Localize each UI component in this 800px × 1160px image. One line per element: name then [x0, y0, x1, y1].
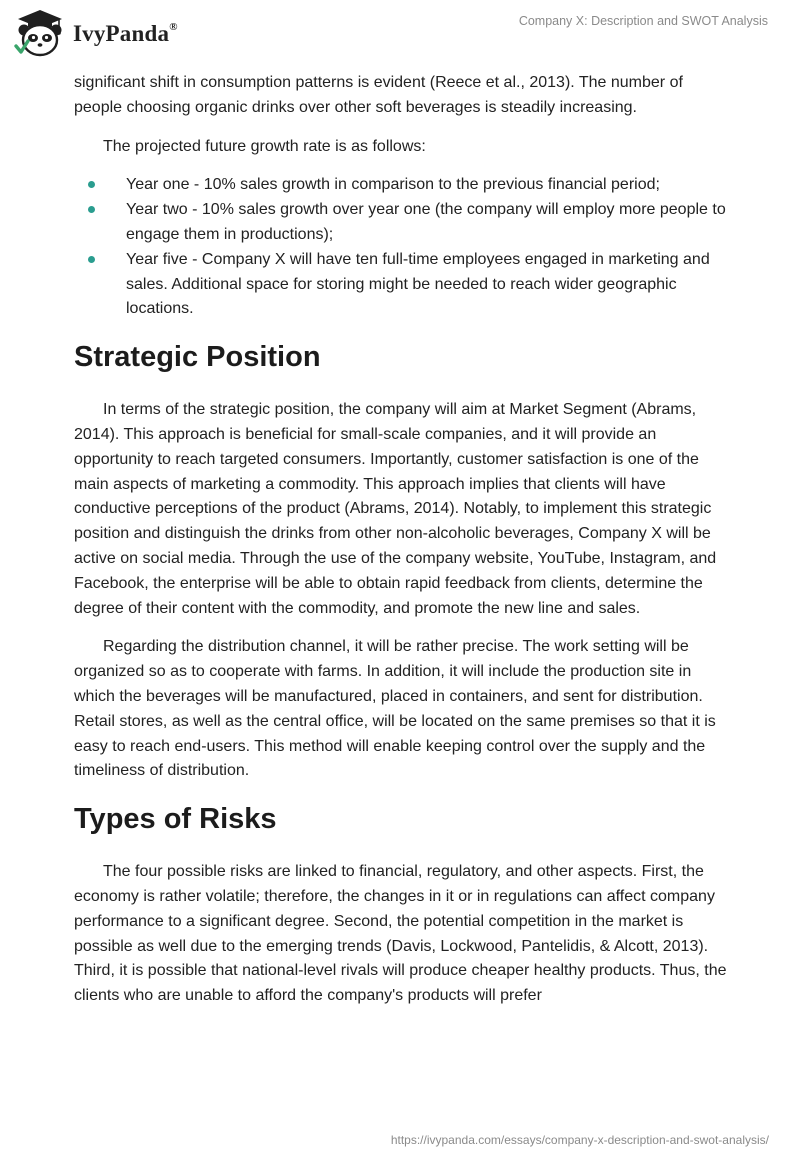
list-item-text: Year five - Company X will have ten full-time employees engaged in marketing and sales. Additional space for storing might be needed to reach wider geographic locations.	[126, 250, 710, 318]
bullet-icon	[88, 256, 95, 263]
growth-intro: The projected future growth rate is as follows:	[103, 137, 426, 155]
list-item	[74, 198, 734, 248]
footer-url-link[interactable]: https://ivypanda.com/essays/company-x-description-and-swot-analysis/	[390, 1133, 769, 1147]
document-title: Company X: Description and SWOT Analysis	[518, 14, 768, 28]
brand-name: IvyPanda®	[73, 21, 178, 46]
list-item-text: Year two - 10% sales growth over year one (the company will employ more people to engage them in productions);	[126, 201, 726, 243]
list-item-text: Year one - 10% sales growth in comparison to the previous financial period;	[126, 176, 660, 194]
growth-list	[74, 173, 734, 322]
essay-content	[74, 71, 734, 1023]
list-item	[74, 173, 734, 198]
strategic-paragraph-1: In terms of the strategic position, the company will aim at Market Segment (Abrams, 2014). This approach is beneficial for small-scale companies, and it will provide an opportunity to reach targeted consumers. Importantly, customer satisfaction is one of the main aspects of marketing a commodity. This approach implies that clients will have conductive perceptions of the product (Abrams, 2014). Notably, to implement this strategic position and distinguish the drinks from other non-alcoholic beverages, Company X will be active on social media. Through the use of the company website, YouTube, Instagram, and Facebook, the enterprise will be able to obtain rapid feedback from clients, determine the degree of their content with the commodity, and promote the new line and sales.	[74, 401, 717, 617]
list-item	[74, 248, 734, 322]
bullet-icon	[88, 206, 95, 213]
panda-graduate-icon	[14, 8, 66, 60]
strategic-paragraph-2: Regarding the distribution channel, it will be rather precise. The work setting will be organized so as to cooperate with farms. In addition, it will include the production site in which the beverages will be manufactured, placed in containers, and sent for distribution. Retail stores, as well as the central office, will be located on the same premises so that it is easy to reach end-users. This method will enable keeping control over the supply and the timeliness of distribution.	[74, 638, 716, 780]
page-header	[0, 0, 800, 70]
bullet-icon	[88, 181, 95, 188]
section-heading-strategic-position: Strategic Position	[74, 341, 321, 374]
section-heading-types-of-risks: Types of Risks	[74, 803, 277, 836]
risks-paragraph-1: The four possible risks are linked to financial, regulatory, and other aspects. First, the economy is rather volatile; therefore, the changes in it or in regulations can affect company performance to a significant degree. Second, the potential competition in the market is possible as well due to the emerging trends (Davis, Lockwood, Pantelidis, & Alcott, 2013). Third, it is possible that national-level rivals will produce cheaper healthy products. Thus, the clients who are unable to afford the company's products will prefer	[74, 863, 727, 1005]
brand-logo[interactable]	[14, 8, 178, 60]
intro-paragraph: significant shift in consumption patterns is evident (Reece et al., 2013). The number of people choosing organic drinks over other soft beverages is steadily increasing.	[74, 74, 683, 116]
